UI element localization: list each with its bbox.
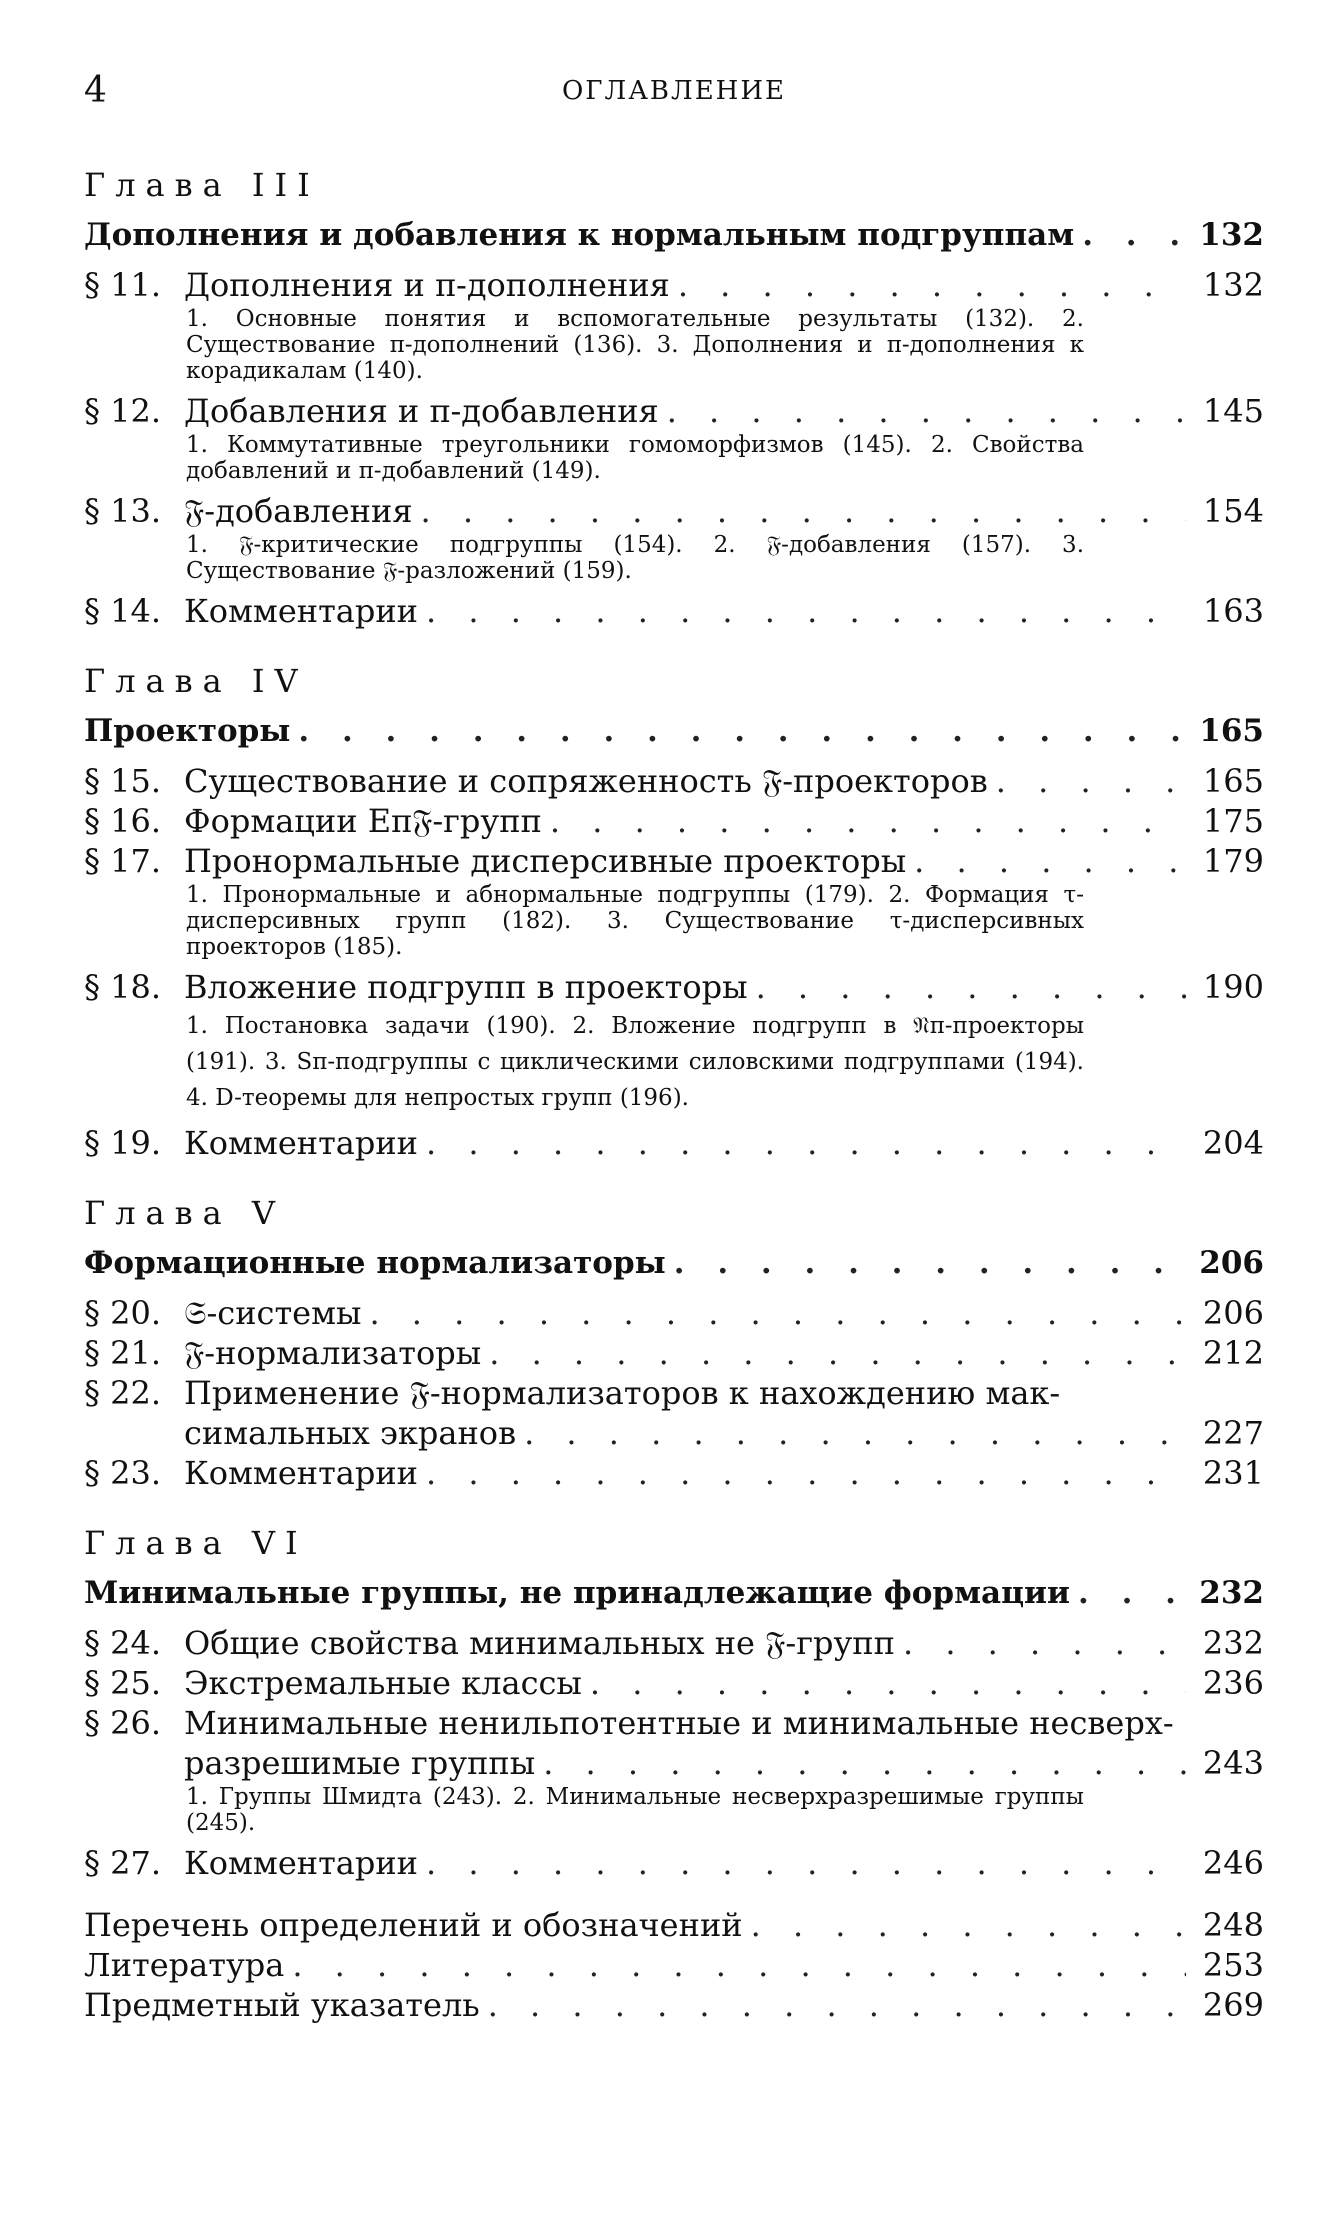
leader-dots	[543, 1744, 1186, 1782]
toc-section-row	[84, 1374, 1264, 1412]
section-number: § 25.	[84, 1664, 162, 1702]
page-ref: 253	[1202, 1946, 1264, 1984]
leader-dots	[298, 712, 1186, 750]
back-matter-row	[84, 1946, 1264, 1984]
toc-section-row	[84, 762, 1264, 800]
back-matter-title: Предметный указатель	[84, 1986, 480, 2024]
leader-dots	[488, 1986, 1186, 2024]
page-ref: 231	[1202, 1454, 1264, 1492]
toc-section-row	[84, 1294, 1264, 1332]
section-number: § 15.	[84, 762, 162, 800]
section-number: § 26.	[84, 1704, 162, 1742]
page-ref: 212	[1202, 1334, 1264, 1372]
leader-dots	[550, 802, 1186, 840]
leader-dots	[996, 762, 1186, 800]
section-title: Комментарии	[184, 592, 418, 630]
page-ref: 206	[1202, 1294, 1264, 1332]
section-number: § 18.	[84, 968, 162, 1006]
back-matter-row	[84, 1906, 1264, 1944]
section-title: Применение 𝔉-нормализаторов к нахождению мак-	[184, 1374, 1061, 1412]
subsection-list: 1. Постановка задачи (190). 2. Вложение подгрупп в 𝔑π-проекторы (191). 3. Sπ-подгруппы с циклическими силовскими подгруппами (194). 4. D-теоремы для непростых групп (196).	[186, 1013, 1084, 1111]
toc-section-row	[84, 1334, 1264, 1372]
section-title: Экстремальные классы	[184, 1664, 582, 1702]
page-ref: 165	[1199, 713, 1264, 749]
toc-section-row	[84, 802, 1264, 840]
chapter-title: Формационные нормализаторы	[84, 1245, 666, 1281]
section-title: Существование и сопряженность 𝔉-проекторов	[184, 762, 988, 800]
leader-dots	[914, 842, 1186, 880]
running-title: ОГЛАВЛЕНИЕ	[561, 76, 787, 106]
toc-section-row	[84, 842, 1264, 880]
back-matter-row	[84, 1986, 1264, 2024]
page-ref: 190	[1202, 968, 1264, 1006]
page-ref: 248	[1202, 1906, 1264, 1944]
leader-dots	[756, 968, 1186, 1006]
page-ref: 175	[1202, 802, 1264, 840]
section-number: § 14.	[84, 592, 162, 630]
page-ref: 132	[1199, 217, 1264, 253]
section-number: § 24.	[84, 1624, 162, 1662]
section-title: Добавления и π-добавления	[184, 392, 659, 430]
leader-dots	[667, 392, 1186, 430]
chapter-label: Глава III	[84, 166, 320, 204]
page-number: 4	[84, 70, 107, 111]
toc-section-row	[84, 392, 1264, 430]
page-ref: 232	[1199, 1575, 1264, 1611]
section-number: § 19.	[84, 1124, 162, 1162]
section-number: § 21.	[84, 1334, 162, 1372]
page-header	[84, 70, 1264, 120]
chapter-label: Глава IV	[84, 662, 308, 700]
chapter-title: Проекторы	[84, 713, 291, 749]
section-title: Формации Eπ𝔉-групп	[184, 802, 542, 840]
section-number: § 13.	[84, 492, 162, 530]
section-number: § 16.	[84, 802, 162, 840]
page-ref: 246	[1202, 1844, 1264, 1882]
section-title: Комментарии	[184, 1124, 418, 1162]
subsection-list: 1. Основные понятия и вспомогательные результаты (132). 2. Существование π-дополнений (136). 3. Дополнения и π-дополнения к корадикалам (140).	[186, 306, 1084, 384]
section-number: § 27.	[84, 1844, 162, 1882]
page-ref: 179	[1202, 842, 1264, 880]
toc-section-row-continued	[84, 1744, 1264, 1782]
leader-dots	[426, 592, 1186, 630]
leader-dots	[751, 1906, 1186, 1944]
section-number: § 11.	[84, 266, 162, 304]
section-number: § 20.	[84, 1294, 162, 1332]
chapter-label: Глава VI	[84, 1524, 308, 1562]
chapter-title: Дополнения и добавления к нормальным подгруппам	[84, 217, 1075, 253]
subsection-list: 1. Группы Шмидта (243). 2. Минимальные несверхразрешимые группы (245).	[186, 1784, 1084, 1836]
chapter-title-row	[84, 1244, 1264, 1282]
leader-dots	[426, 1844, 1186, 1882]
leader-dots	[674, 1244, 1186, 1282]
toc-section-row	[84, 1124, 1264, 1162]
section-title: Общие свойства минимальных не 𝔉-групп	[184, 1624, 895, 1662]
section-title: Вложение подгрупп в проекторы	[184, 968, 748, 1006]
page-ref: 145	[1202, 392, 1264, 430]
back-matter-title: Литература	[84, 1946, 285, 1984]
page-ref: 269	[1202, 1986, 1264, 2024]
toc-section-row	[84, 1454, 1264, 1492]
section-title-continued: разрешимые группы	[184, 1744, 536, 1782]
section-number: § 23.	[84, 1454, 162, 1492]
table-of-contents	[84, 160, 1264, 2026]
chapter-label: Глава V	[84, 1194, 285, 1232]
leader-dots	[489, 1334, 1186, 1372]
leader-dots	[1078, 1574, 1186, 1612]
section-title: Пронормальные дисперсивные проекторы	[184, 842, 907, 880]
section-title: 𝔉-нормализаторы	[184, 1334, 482, 1372]
toc-section-row	[84, 968, 1264, 1006]
toc-section-row	[84, 492, 1264, 530]
toc-section-row	[84, 1664, 1264, 1702]
leader-dots	[903, 1624, 1186, 1662]
page-ref: 227	[1202, 1414, 1264, 1452]
page-ref: 163	[1202, 592, 1264, 630]
section-title-continued: симальных экранов	[184, 1414, 517, 1452]
page-ref: 154	[1202, 492, 1264, 530]
section-title: 𝔉-добавления	[184, 492, 413, 530]
leader-dots	[1082, 216, 1186, 254]
section-title: Комментарии	[184, 1454, 418, 1492]
back-matter-title: Перечень определений и обозначений	[84, 1906, 743, 1944]
leader-dots	[421, 492, 1186, 530]
leader-dots	[292, 1946, 1186, 1984]
page-ref: 204	[1202, 1124, 1264, 1162]
section-title: Дополнения и π-дополнения	[184, 266, 670, 304]
page-ref: 132	[1202, 266, 1264, 304]
section-number: § 12.	[84, 392, 162, 430]
toc-section-row-continued	[84, 1414, 1264, 1452]
toc-section-row	[84, 592, 1264, 630]
toc-section-row	[84, 1704, 1264, 1742]
page-ref: 232	[1202, 1624, 1264, 1662]
chapter-title-row	[84, 216, 1264, 254]
section-number: § 17.	[84, 842, 162, 880]
leader-dots	[590, 1664, 1186, 1702]
chapter-title-row	[84, 1574, 1264, 1612]
leader-dots	[426, 1124, 1186, 1162]
leader-dots	[678, 266, 1186, 304]
subsection-list: 1. Пронормальные и абнормальные подгруппы (179). 2. Формация τ-дисперсивных групп (182). 3. Существование τ-дисперсивных проекторов (185).	[186, 882, 1084, 960]
page-ref: 243	[1202, 1744, 1264, 1782]
page-ref: 206	[1199, 1245, 1264, 1281]
page-ref: 165	[1202, 762, 1264, 800]
leader-dots	[426, 1454, 1186, 1492]
section-title: Минимальные ненильпотентные и минимальные несверх-	[184, 1704, 1174, 1742]
section-title: 𝔖-системы	[184, 1294, 362, 1332]
toc-section-row	[84, 1844, 1264, 1882]
leader-dots	[369, 1294, 1186, 1332]
leader-dots	[524, 1414, 1186, 1452]
chapter-title: Минимальные группы, не принадлежащие формации	[84, 1575, 1070, 1611]
toc-section-row	[84, 1624, 1264, 1662]
page-ref: 236	[1202, 1664, 1264, 1702]
subsection-list: 1. 𝔉-критические подгруппы (154). 2. 𝔉-добавления (157). 3. Существование 𝔉-разложений (159).	[186, 532, 1084, 584]
section-title: Комментарии	[184, 1844, 418, 1882]
section-number: § 22.	[84, 1374, 162, 1412]
chapter-title-row	[84, 712, 1264, 750]
toc-section-row	[84, 266, 1264, 304]
subsection-list: 1. Коммутативные треугольники гомоморфизмов (145). 2. Свойства добавлений и π-добавлений (149).	[186, 432, 1084, 484]
